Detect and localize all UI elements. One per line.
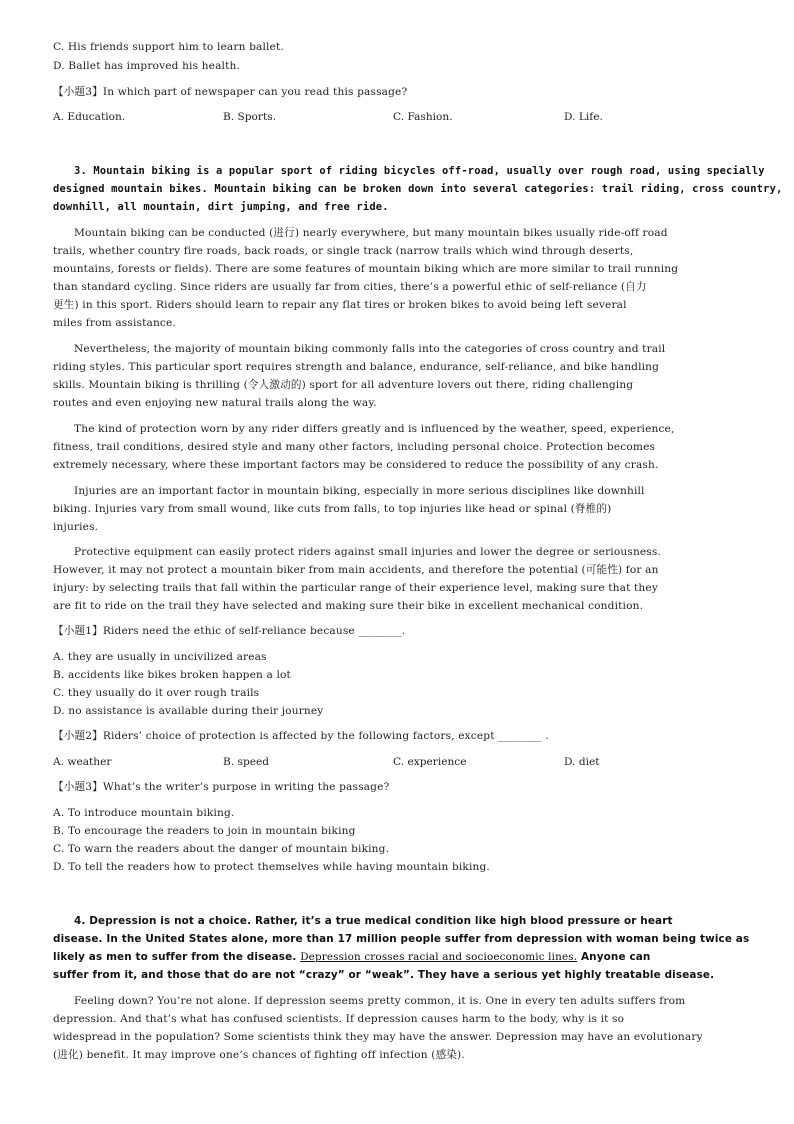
paragraph-line: The kind of protection worn by any rider differs greatly and is influenced by the weather, speed, experience, (74, 423, 675, 435)
paragraph-line: skills. Mountain biking is thrilling (令人激动的) sport for all adventure lovers out there, riding challenging (53, 379, 634, 391)
option-a: A. weather (53, 756, 112, 768)
paragraph-line: (进化) benefit. It may improve one’s chances of fighting off infection (感染). (53, 1049, 465, 1061)
paragraph-line: injuries. (53, 521, 99, 533)
paragraph-line: mountains, forests or fields). There are some features of mountain biking which are more similar to trail running (53, 263, 679, 275)
paragraph-line: fitness, trail conditions, desired style and many other factors, including personal choice. Protection becomes (53, 441, 656, 453)
paragraph-line: Feeling down? You’re not alone. If depression seems pretty common, it is. One in every ten adults suffers from (74, 995, 686, 1007)
paragraph-line: However, it may not protect a mountain biker from main accidents, and therefore the potential (可能性) for an (53, 564, 659, 576)
option-c: C. Fashion. (393, 111, 453, 123)
option-d: D. Ballet has improved his health. (53, 60, 240, 72)
paragraph-line: are fit to ride on the trail they have selected and making sure their bike in excellent mechanical condition. (53, 600, 644, 612)
option-d: D. diet (564, 756, 600, 768)
option-a: A. they are usually in uncivilized areas (53, 651, 267, 663)
paragraph-line: routes and even enjoying new natural trails along the way. (53, 397, 377, 409)
paragraph-line: widespread in the population? Some scientists think they may have the answer. Depression may have an evolutionary (53, 1031, 703, 1043)
option-b: B. speed (223, 756, 270, 768)
option-c: C. To warn the readers about the danger of mountain biking. (53, 843, 390, 855)
paragraph-line: Nevertheless, the majority of mountain biking commonly falls into the categories of cross country and trail (74, 343, 666, 355)
question-3: 【小题3】What’s the writer’s purpose in writing the passage? (53, 781, 390, 793)
paragraph-line: injury: by selecting trails that fall within the particular range of their experience level, making sure that they (53, 582, 658, 594)
passage-3-intro-line: 3. Mountain biking is a popular sport of riding bicycles off-road, usually over rough road, using specially (74, 165, 765, 177)
question-2: 【小题2】Riders’ choice of protection is affected by the following factors, except ________ . (53, 730, 549, 742)
option-d: D. no assistance is available during their journey (53, 705, 324, 717)
option-d: D. To tell the readers how to protect themselves while having mountain biking. (53, 861, 490, 873)
option-b: B. accidents like bikes broken happen a lot (53, 669, 291, 681)
passage-4-intro-line (53, 948, 650, 966)
option-c: C. they usually do it over rough trails (53, 687, 260, 699)
option-d: D. Life. (564, 111, 603, 123)
question-1: 【小题1】Riders need the ethic of self-reliance because ________. (53, 625, 406, 637)
paragraph-line: Injuries are an important factor in mountain biking, especially in more serious disciplines like downhill (74, 485, 645, 497)
option-a: A. Education. (53, 111, 126, 123)
intro-text: likely as men to suffer from the disease. (53, 951, 301, 963)
option-b: B. To encourage the readers to join in mountain biking (53, 825, 356, 837)
underlined-sentence: Depression crosses racial and socioeconomic lines. (300, 951, 578, 963)
paragraph-line: 更生) in this sport. Riders should learn to repair any flat tires or broken bikes to avoid being left several (53, 299, 627, 311)
passage-4-intro-line: suffer from it, and those that do are not “crazy” or “weak”. They have a serious yet highly treatable disease. (53, 969, 715, 981)
passage-3-intro-line: downhill, all mountain, dirt jumping, and free ride. (53, 201, 389, 213)
option-a: A. To introduce mountain biking. (53, 807, 235, 819)
paragraph-line: Mountain biking can be conducted (进行) nearly everywhere, but many mountain bikes usually ride-off road (74, 227, 668, 239)
option-b: B. Sports. (223, 111, 277, 123)
intro-text: Anyone can (577, 951, 651, 963)
paragraph-line: miles from assistance. (53, 317, 176, 329)
paragraph-line: than standard cycling. Since riders are usually far from cities, there’s a powerful ethic of self-reliance (自力 (53, 281, 647, 293)
passage-4-intro-line: disease. In the United States alone, more than 17 million people suffer from depression with woman being twice as (53, 933, 750, 945)
paragraph-line: depression. And that’s what has confused scientists. If depression causes harm to the body, why is it so (53, 1013, 625, 1025)
paragraph-line: biking. Injuries vary from small wound, like cuts from falls, to top injuries like head or spinal (脊椎的) (53, 503, 612, 515)
passage-3-intro-line: designed mountain bikes. Mountain biking can be broken down into several categories: trail riding, cross country, (53, 183, 783, 195)
paragraph-line: trails, whether country fire roads, back roads, or single track (narrow trails which wind through deserts, (53, 245, 634, 257)
paragraph-line: extremely necessary, where these important factors may be considered to reduce the possibility of any crash. (53, 459, 659, 471)
paragraph-line: Protective equipment can easily protect riders against small injuries and lower the degree or seriousness. (74, 546, 662, 558)
option-c: C. His friends support him to learn ballet. (53, 41, 284, 53)
question-3: 【小题3】In which part of newspaper can you read this passage? (53, 86, 408, 98)
paragraph-line: riding styles. This particular sport requires strength and balance, endurance, self-reliance, and bike handling (53, 361, 660, 373)
option-c: C. experience (393, 756, 467, 768)
passage-4-intro-line: 4. Depression is not a choice. Rather, it’s a true medical condition like high blood pressure or heart (74, 915, 673, 927)
